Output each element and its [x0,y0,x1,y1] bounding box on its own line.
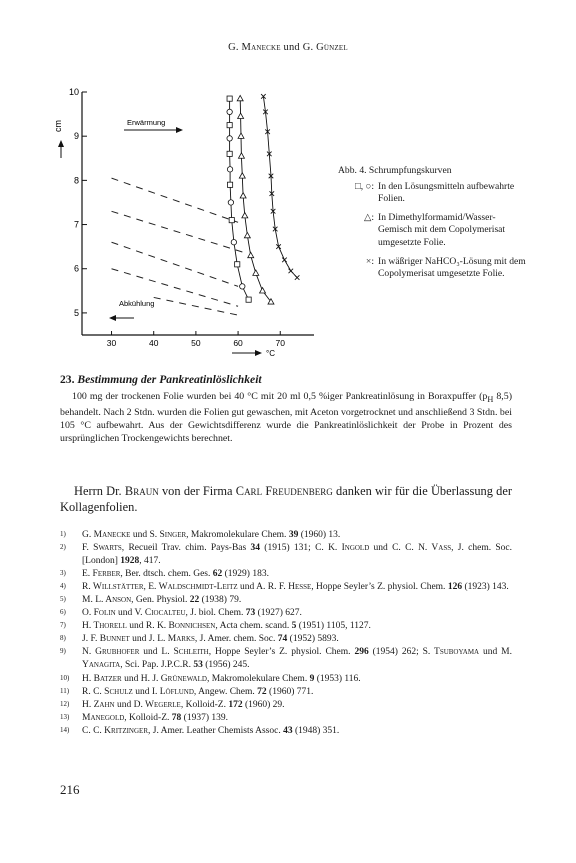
figure-caption [338,165,528,281]
y-axis-arrowhead [58,140,64,147]
circle-marker [227,167,232,172]
reference-text: F. Swarts, Recueil Trav. chim. Pays-Bas 34 (1915) 131; C. K. Ingold und C. C. N. Vass, J. chem. Soc. [London] 1928, 417. [82,543,512,567]
y-tick-label: 7 [73,219,79,230]
square-marker [229,218,234,223]
reference-item [60,673,512,686]
cooling-dash-line [112,178,239,222]
circle-marker [227,136,232,141]
legend-text: In Dimethylformamid/Wasser-Gemisch mit dem Copolymerisat umgesetzte Folie. [378,211,506,248]
reference-item [60,581,512,594]
section-title: Bestimmung der Pankreatinlöslichkeit [77,373,262,386]
reference-text: C. C. Kritzinger, J. Amer. Leather Chemists Assoc. 43 (1948) 351. [82,725,340,736]
reference-text: E. Ferber, Ber. dtsch. chem. Ges. 62 (1929) 183. [82,569,269,580]
cross-marker [295,275,300,280]
page-number: 216 [60,782,80,797]
plot-axes [82,92,314,335]
triangle-marker [260,288,266,293]
square-marker [227,96,232,101]
x-tick-label: 50 [191,338,201,348]
cooling-dash-line [112,242,239,286]
cooling-dash-line [154,297,238,315]
series-line [230,99,249,300]
triangle-marker [253,270,259,275]
y-tick-label: 6 [73,263,79,274]
reference-number: 8) [60,634,66,643]
reference-number: 14) [60,725,70,734]
reference-number: 2) [60,543,66,552]
reference-text: J. F. Bunnet und J. L. Marks, J. Amer. chem. Soc. 74 (1952) 5893. [82,634,339,645]
triangle-marker [238,133,244,138]
triangle-marker [238,153,244,158]
reference-item [60,607,512,620]
square-marker [227,182,232,187]
reference-item [60,646,512,672]
triangle-marker [237,95,243,100]
plot-marks [227,94,299,304]
reference-item [60,542,512,568]
reference-item [60,568,512,581]
reference-number: 1) [60,530,66,538]
reference-number: 11) [60,686,70,695]
legend-item [338,212,528,250]
reference-text: Manegold, Kolloid-Z. 78 (1937) 139. [82,712,228,723]
heating-label: Erwärmung [127,118,166,127]
square-marker [227,151,232,156]
cooling-arrowhead [109,315,116,321]
cooling-dashes [112,178,247,315]
triangle-marker [240,193,246,198]
y-tick-label: 5 [73,307,79,318]
reference-item [60,594,512,607]
running-header: G. Manecke und G. Günzel [228,42,348,53]
reference-number: 13) [60,712,70,721]
cooling-label: Abkühlung [119,299,155,308]
cross-marker [282,258,287,263]
cross-marker [289,269,294,274]
section-body: 100 mg der trockenen Folie wurden bei 40 °C mit 20 ml 0,5 %iger Pankreatinlösung in Boraxpuffer ($p_H$ 8,5) behandelt. Nach 2 Stdn. wurden die Folien gut gewaschen, mit Aceton vorgetrocknet und anschließend 3 Stdn. bei 105 °C aufbewahrt. Aus der Gewichtsdifferenz wurde die Pankreatinlöslichkeit der Probe in Prozent des ursprünglichen Trockengewichts berechnet. [60,391,512,445]
square-marker [227,123,232,128]
circle-marker [231,240,236,245]
reference-text: M. L. Anson, Gen. Physiol. 22 (1938) 79. [82,595,242,606]
legend-item [338,256,528,281]
shrinkage-curve-figure [52,80,322,360]
reference-number: 12) [60,699,70,708]
y-axis-label: cm [53,120,63,132]
reference-number: 9) [60,647,66,656]
triangle-marker [242,213,248,218]
x-tick-label: 40 [148,338,159,348]
reference-item [60,633,512,646]
reference-item [60,712,512,725]
reference-text: H. Batzer und H. J. Grünewald, Makromolekulare Chem. 9 (1953) 116. [82,673,361,684]
section-number: 23. [60,373,75,386]
reference-text: H. Thorell und R. K. Bonnichsen, Acta chem. scand. 5 (1951) 1105, 1127. [82,621,371,632]
reference-text: N. Grubhofer und L. Schleith, Hoppe Seyler’s Z. physiol. Chem. 296 (1954) 262; S. Tsuboyama und M. Yanagita, Sci. Pap. J.P.C.R. 53 (1956) 245. [82,647,512,671]
legend-item [338,181,528,206]
reference-number: 10) [60,673,70,682]
square-marker [235,262,240,267]
acknowledgement: Herrn Dr. Braun von der Firma Carl Freudenberg danken wir für die Überlassung der Kollagenfolien. [60,484,512,514]
reference-item [60,686,512,699]
y-tick-label: 8 [73,175,79,186]
y-tick-label: 9 [73,131,79,142]
reference-list [60,529,512,738]
circle-marker [240,284,245,289]
reference-number: 4) [60,582,66,591]
x-tick-label: 60 [233,338,243,348]
reference-text: R. Willstätter, E. Waldschmidt-Leitz und A. R. F. Hesse, Hoppe Seyler’s Z. physiol. Chem. 126 (1923) 143. [82,582,509,593]
triangle-marker [238,113,244,118]
reference-number: 7) [60,621,66,630]
legend-text: In den Lösungsmitteln aufbewahrte Folien. [378,180,515,205]
x-axis-arrowhead [255,350,262,356]
x-tick-label: 70 [275,338,285,348]
reference-item [60,699,512,712]
reference-text: R. C. Schulz und I. Löflund, Angew. Chem. 72 (1960) 771. [82,686,314,697]
legend-symbol: △: [363,211,374,223]
caption-title: Abb. 4. Schrumpfungskurven [338,165,452,176]
x-tick-label: 30 [106,338,117,348]
cooling-dash-line [112,211,247,253]
square-marker [246,297,251,302]
reference-text: O. Folin und V. Ciocalteu, J. biol. Chem. 73 (1927) 627. [82,608,302,619]
reference-text: H. Zahn und D. Wegerle, Kolloid-Z. 172 (1960) 29. [82,699,285,710]
legend-text: In wäßriger NaHCO₃-Lösung mit dem Copolymerisat umgesetzte Folie. [378,255,526,280]
reference-number: 3) [60,569,66,578]
triangle-marker [239,173,245,178]
triangle-marker [248,252,254,257]
reference-item [60,725,512,738]
reference-number: 6) [60,608,66,617]
circle-marker [228,200,233,205]
heating-arrowhead [176,127,183,133]
section-heading [60,373,262,386]
series-line [263,96,297,277]
y-tick-label: 10 [68,87,79,97]
caption-legend [338,181,528,281]
axis-ticks [69,87,285,348]
reference-item [60,620,512,633]
reference-item [60,529,512,542]
x-axis-unit: °C [266,349,275,358]
reference-number: 5) [60,595,66,604]
triangle-marker [244,232,250,237]
reference-text: G. Manecke und S. Singer, Makromolekulare Chem. 39 (1960) 13. [82,530,341,540]
legend-symbol: ×: [365,255,374,267]
circle-marker [227,109,232,114]
legend-symbol: □, ○: [354,180,374,192]
